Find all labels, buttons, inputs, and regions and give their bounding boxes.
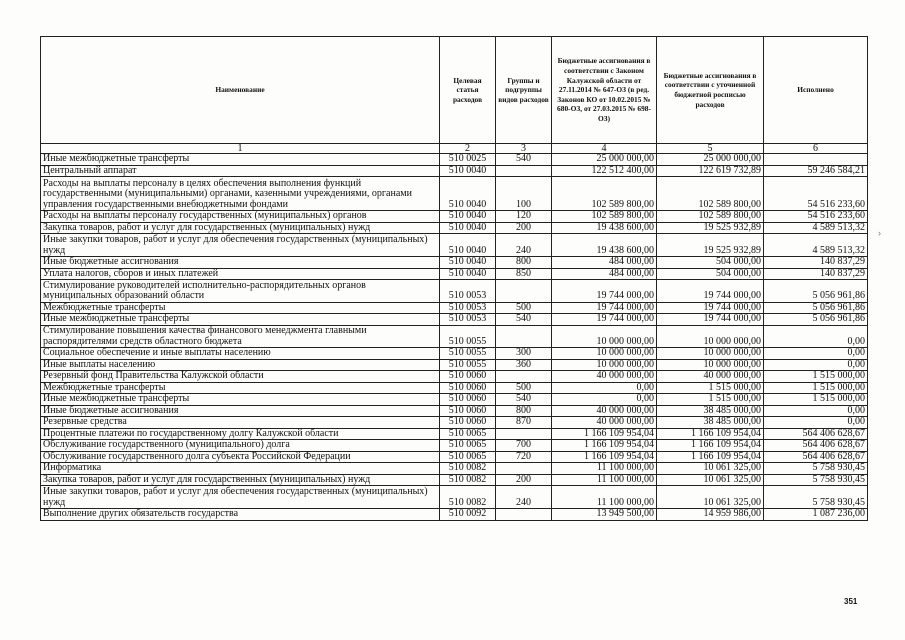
row-executed-amount: 4 589 513,32 bbox=[764, 234, 868, 257]
row-name: Межбюджетные трансферты bbox=[41, 382, 440, 394]
row-group-code: 500 bbox=[496, 302, 552, 314]
margin-mark: › bbox=[878, 228, 881, 238]
table-row bbox=[41, 371, 868, 383]
row-law-amount: 13 949 500,00 bbox=[552, 509, 657, 521]
row-executed-amount: 5 056 961,86 bbox=[764, 280, 868, 303]
row-group-code: 240 bbox=[496, 234, 552, 257]
row-name: Расходы на выплаты персоналу в целях обеспечения выполнения функций государственными (муниципальными) органами, казенными учреждениями, органами управления государственными внебюджетными фондами bbox=[41, 177, 440, 211]
row-group-code: 700 bbox=[496, 440, 552, 452]
column-number: 4 bbox=[552, 144, 657, 154]
row-law-amount: 0,00 bbox=[552, 394, 657, 406]
row-name: Иные межбюджетные трансферты bbox=[41, 314, 440, 326]
row-target-code: 510 0082 bbox=[440, 463, 496, 475]
row-name: Межбюджетные трансферты bbox=[41, 302, 440, 314]
row-executed-amount: 59 246 584,21 bbox=[764, 165, 868, 177]
row-law-amount: 122 512 400,00 bbox=[552, 165, 657, 177]
row-executed-amount: 0,00 bbox=[764, 348, 868, 360]
row-refined-amount: 122 619 732,89 bbox=[657, 165, 764, 177]
row-refined-amount: 1 166 109 954,04 bbox=[657, 451, 764, 463]
row-group-code: 200 bbox=[496, 222, 552, 234]
row-target-code: 510 0060 bbox=[440, 417, 496, 429]
row-executed-amount bbox=[764, 154, 868, 166]
row-target-code: 510 0065 bbox=[440, 428, 496, 440]
row-name: Расходы на выплаты персоналу государственных (муниципальных) органов bbox=[41, 211, 440, 223]
row-group-code: 850 bbox=[496, 268, 552, 280]
row-law-amount: 40 000 000,00 bbox=[552, 417, 657, 429]
row-law-amount: 19 744 000,00 bbox=[552, 302, 657, 314]
row-target-code: 510 0053 bbox=[440, 302, 496, 314]
row-refined-amount: 10 000 000,00 bbox=[657, 348, 764, 360]
column-number: 2 bbox=[440, 144, 496, 154]
row-group-code bbox=[496, 325, 552, 348]
row-group-code bbox=[496, 165, 552, 177]
table-row bbox=[41, 394, 868, 406]
row-group-code: 120 bbox=[496, 211, 552, 223]
table-row bbox=[41, 440, 868, 452]
row-target-code: 510 0040 bbox=[440, 234, 496, 257]
row-target-code: 510 0060 bbox=[440, 382, 496, 394]
row-group-code: 540 bbox=[496, 154, 552, 166]
row-law-amount: 0,00 bbox=[552, 382, 657, 394]
row-executed-amount: 5 758 930,45 bbox=[764, 486, 868, 509]
row-refined-amount: 1 166 109 954,04 bbox=[657, 428, 764, 440]
table-row bbox=[41, 268, 868, 280]
table-row bbox=[41, 474, 868, 486]
row-group-code: 720 bbox=[496, 451, 552, 463]
row-target-code: 510 0040 bbox=[440, 257, 496, 269]
row-law-amount: 484 000,00 bbox=[552, 268, 657, 280]
row-refined-amount: 19 744 000,00 bbox=[657, 280, 764, 303]
table-row bbox=[41, 359, 868, 371]
row-executed-amount: 54 516 233,60 bbox=[764, 177, 868, 211]
row-executed-amount: 140 837,29 bbox=[764, 257, 868, 269]
row-group-code bbox=[496, 280, 552, 303]
row-target-code: 510 0060 bbox=[440, 371, 496, 383]
row-target-code: 510 0053 bbox=[440, 280, 496, 303]
row-group-code: 800 bbox=[496, 405, 552, 417]
row-refined-amount: 25 000 000,00 bbox=[657, 154, 764, 166]
row-name: Иные закупки товаров, работ и услуг для обеспечения государственных (муниципальных) нужд bbox=[41, 234, 440, 257]
row-executed-amount: 5 758 930,45 bbox=[764, 463, 868, 475]
table-row bbox=[41, 428, 868, 440]
row-refined-amount: 504 000,00 bbox=[657, 268, 764, 280]
row-refined-amount: 102 589 800,00 bbox=[657, 177, 764, 211]
row-refined-amount: 102 589 800,00 bbox=[657, 211, 764, 223]
row-group-code: 800 bbox=[496, 257, 552, 269]
row-group-code: 100 bbox=[496, 177, 552, 211]
row-group-code: 240 bbox=[496, 486, 552, 509]
row-executed-amount: 1 515 000,00 bbox=[764, 382, 868, 394]
row-name: Закупка товаров, работ и услуг для государственных (муниципальных) нужд bbox=[41, 222, 440, 234]
row-name: Резервные средства bbox=[41, 417, 440, 429]
table-row bbox=[41, 280, 868, 303]
table-body bbox=[41, 154, 868, 521]
row-law-amount: 1 166 109 954,04 bbox=[552, 451, 657, 463]
row-law-amount: 19 744 000,00 bbox=[552, 314, 657, 326]
row-executed-amount: 140 837,29 bbox=[764, 268, 868, 280]
table-row bbox=[41, 405, 868, 417]
row-executed-amount: 564 406 628,67 bbox=[764, 440, 868, 452]
header-executed: Исполнено bbox=[764, 37, 868, 144]
table-header bbox=[41, 37, 868, 154]
column-number: 1 bbox=[41, 144, 440, 154]
row-target-code: 510 0060 bbox=[440, 394, 496, 406]
table-row bbox=[41, 325, 868, 348]
row-executed-amount: 0,00 bbox=[764, 325, 868, 348]
row-target-code: 510 0040 bbox=[440, 222, 496, 234]
row-refined-amount: 38 485 000,00 bbox=[657, 417, 764, 429]
table-row bbox=[41, 302, 868, 314]
row-law-amount: 11 100 000,00 bbox=[552, 474, 657, 486]
row-target-code: 510 0082 bbox=[440, 486, 496, 509]
row-name: Выполнение других обязательств государства bbox=[41, 509, 440, 521]
row-law-amount: 10 000 000,00 bbox=[552, 325, 657, 348]
row-group-code: 500 bbox=[496, 382, 552, 394]
row-target-code: 510 0040 bbox=[440, 211, 496, 223]
table-row bbox=[41, 463, 868, 475]
row-law-amount: 1 166 109 954,04 bbox=[552, 440, 657, 452]
row-executed-amount: 0,00 bbox=[764, 359, 868, 371]
header-refined: Бюджетные ассигнования в соответствии с уточненной бюджетной росписью расходов bbox=[657, 37, 764, 144]
row-law-amount: 102 589 800,00 bbox=[552, 211, 657, 223]
row-name: Иные выплаты населению bbox=[41, 359, 440, 371]
table-row bbox=[41, 165, 868, 177]
row-target-code: 510 0092 bbox=[440, 509, 496, 521]
row-refined-amount: 10 061 325,00 bbox=[657, 486, 764, 509]
row-group-code bbox=[496, 371, 552, 383]
row-target-code: 510 0065 bbox=[440, 440, 496, 452]
header-law: Бюджетные ассигнования в соответствии с Законом Калужской области от 27.11.2014 № 647-ОЗ (в ред. Законов КО от 10.02.2015 № 680-ОЗ, от 27.03.2015 № 698-ОЗ) bbox=[552, 37, 657, 144]
row-law-amount: 40 000 000,00 bbox=[552, 405, 657, 417]
row-executed-amount: 564 406 628,67 bbox=[764, 451, 868, 463]
row-name: Иные бюджетные ассигнования bbox=[41, 405, 440, 417]
row-target-code: 510 0025 bbox=[440, 154, 496, 166]
table-row bbox=[41, 222, 868, 234]
row-executed-amount: 1 515 000,00 bbox=[764, 394, 868, 406]
table-row bbox=[41, 509, 868, 521]
row-target-code: 510 0055 bbox=[440, 325, 496, 348]
row-target-code: 510 0065 bbox=[440, 451, 496, 463]
table-row bbox=[41, 382, 868, 394]
row-name: Социальное обеспечение и иные выплаты населению bbox=[41, 348, 440, 360]
row-name: Обслуживание государственного (муниципального) долга bbox=[41, 440, 440, 452]
column-number-row bbox=[41, 144, 868, 154]
table-row bbox=[41, 177, 868, 211]
row-executed-amount: 5 758 930,45 bbox=[764, 474, 868, 486]
table-row bbox=[41, 348, 868, 360]
row-executed-amount: 0,00 bbox=[764, 417, 868, 429]
row-executed-amount: 1 087 236,00 bbox=[764, 509, 868, 521]
table-row bbox=[41, 211, 868, 223]
column-number: 6 bbox=[764, 144, 868, 154]
page-number: 351 bbox=[844, 597, 858, 606]
row-law-amount: 484 000,00 bbox=[552, 257, 657, 269]
budget-table bbox=[40, 36, 868, 521]
row-refined-amount: 14 959 986,00 bbox=[657, 509, 764, 521]
row-refined-amount: 1 166 109 954,04 bbox=[657, 440, 764, 452]
table-row bbox=[41, 451, 868, 463]
row-target-code: 510 0082 bbox=[440, 474, 496, 486]
header-name: Наименование bbox=[41, 37, 440, 144]
row-law-amount: 19 438 600,00 bbox=[552, 222, 657, 234]
row-group-code bbox=[496, 463, 552, 475]
row-law-amount: 11 100 000,00 bbox=[552, 486, 657, 509]
row-target-code: 510 0040 bbox=[440, 177, 496, 211]
row-refined-amount: 10 000 000,00 bbox=[657, 359, 764, 371]
row-refined-amount: 19 525 932,89 bbox=[657, 234, 764, 257]
row-group-code: 540 bbox=[496, 394, 552, 406]
table-row bbox=[41, 314, 868, 326]
row-law-amount: 19 744 000,00 bbox=[552, 280, 657, 303]
table-row bbox=[41, 234, 868, 257]
row-executed-amount: 54 516 233,60 bbox=[764, 211, 868, 223]
row-target-code: 510 0053 bbox=[440, 314, 496, 326]
row-law-amount: 25 000 000,00 bbox=[552, 154, 657, 166]
row-target-code: 510 0055 bbox=[440, 348, 496, 360]
row-name: Информатика bbox=[41, 463, 440, 475]
row-refined-amount: 19 525 932,89 bbox=[657, 222, 764, 234]
row-refined-amount: 504 000,00 bbox=[657, 257, 764, 269]
row-name: Иные бюджетные ассигнования bbox=[41, 257, 440, 269]
row-refined-amount: 1 515 000,00 bbox=[657, 394, 764, 406]
row-target-code: 510 0055 bbox=[440, 359, 496, 371]
row-law-amount: 10 000 000,00 bbox=[552, 348, 657, 360]
row-law-amount: 10 000 000,00 bbox=[552, 359, 657, 371]
row-refined-amount: 10 000 000,00 bbox=[657, 325, 764, 348]
row-name: Стимулирование повышения качества финансового менеджмента главными распорядителями средств областного бюджета bbox=[41, 325, 440, 348]
row-group-code: 870 bbox=[496, 417, 552, 429]
column-number: 3 bbox=[496, 144, 552, 154]
row-name: Обслуживание государственного долга субъекта Российской Федерации bbox=[41, 451, 440, 463]
column-number: 5 bbox=[657, 144, 764, 154]
table-row bbox=[41, 154, 868, 166]
row-group-code: 300 bbox=[496, 348, 552, 360]
row-law-amount: 102 589 800,00 bbox=[552, 177, 657, 211]
row-target-code: 510 0040 bbox=[440, 268, 496, 280]
row-executed-amount: 1 515 000,00 bbox=[764, 371, 868, 383]
row-refined-amount: 1 515 000,00 bbox=[657, 382, 764, 394]
row-executed-amount: 564 406 628,67 bbox=[764, 428, 868, 440]
row-name: Процентные платежи по государственному долгу Калужской области bbox=[41, 428, 440, 440]
row-refined-amount: 10 061 325,00 bbox=[657, 474, 764, 486]
row-executed-amount: 4 589 513,32 bbox=[764, 222, 868, 234]
row-group-code: 200 bbox=[496, 474, 552, 486]
row-law-amount: 19 438 600,00 bbox=[552, 234, 657, 257]
row-executed-amount: 5 056 961,86 bbox=[764, 314, 868, 326]
table-row bbox=[41, 486, 868, 509]
row-target-code: 510 0040 bbox=[440, 165, 496, 177]
row-name: Стимулирование руководителей исполнительно-распорядительных органов муниципальных образований области bbox=[41, 280, 440, 303]
row-target-code: 510 0060 bbox=[440, 405, 496, 417]
row-name: Закупка товаров, работ и услуг для государственных (муниципальных) нужд bbox=[41, 474, 440, 486]
row-group-code bbox=[496, 509, 552, 521]
row-group-code: 540 bbox=[496, 314, 552, 326]
header-groups: Группы и подгруппы видов расходов bbox=[496, 37, 552, 144]
row-refined-amount: 38 485 000,00 bbox=[657, 405, 764, 417]
row-name: Резервный фонд Правительства Калужской области bbox=[41, 371, 440, 383]
row-law-amount: 40 000 000,00 bbox=[552, 371, 657, 383]
row-name: Иные закупки товаров, работ и услуг для обеспечения государственных (муниципальных) нужд bbox=[41, 486, 440, 509]
row-name: Центральный аппарат bbox=[41, 165, 440, 177]
row-refined-amount: 19 744 000,00 bbox=[657, 302, 764, 314]
row-executed-amount: 5 056 961,86 bbox=[764, 302, 868, 314]
row-law-amount: 11 100 000,00 bbox=[552, 463, 657, 475]
table-row bbox=[41, 417, 868, 429]
row-refined-amount: 10 061 325,00 bbox=[657, 463, 764, 475]
row-name: Иные межбюджетные трансферты bbox=[41, 394, 440, 406]
row-refined-amount: 40 000 000,00 bbox=[657, 371, 764, 383]
row-executed-amount: 0,00 bbox=[764, 405, 868, 417]
row-law-amount: 1 166 109 954,04 bbox=[552, 428, 657, 440]
row-name: Уплата налогов, сборов и иных платежей bbox=[41, 268, 440, 280]
row-group-code: 360 bbox=[496, 359, 552, 371]
row-refined-amount: 19 744 000,00 bbox=[657, 314, 764, 326]
row-name: Иные межбюджетные трансферты bbox=[41, 154, 440, 166]
header-target: Целевая статья расходов bbox=[440, 37, 496, 144]
row-group-code bbox=[496, 428, 552, 440]
table-row bbox=[41, 257, 868, 269]
